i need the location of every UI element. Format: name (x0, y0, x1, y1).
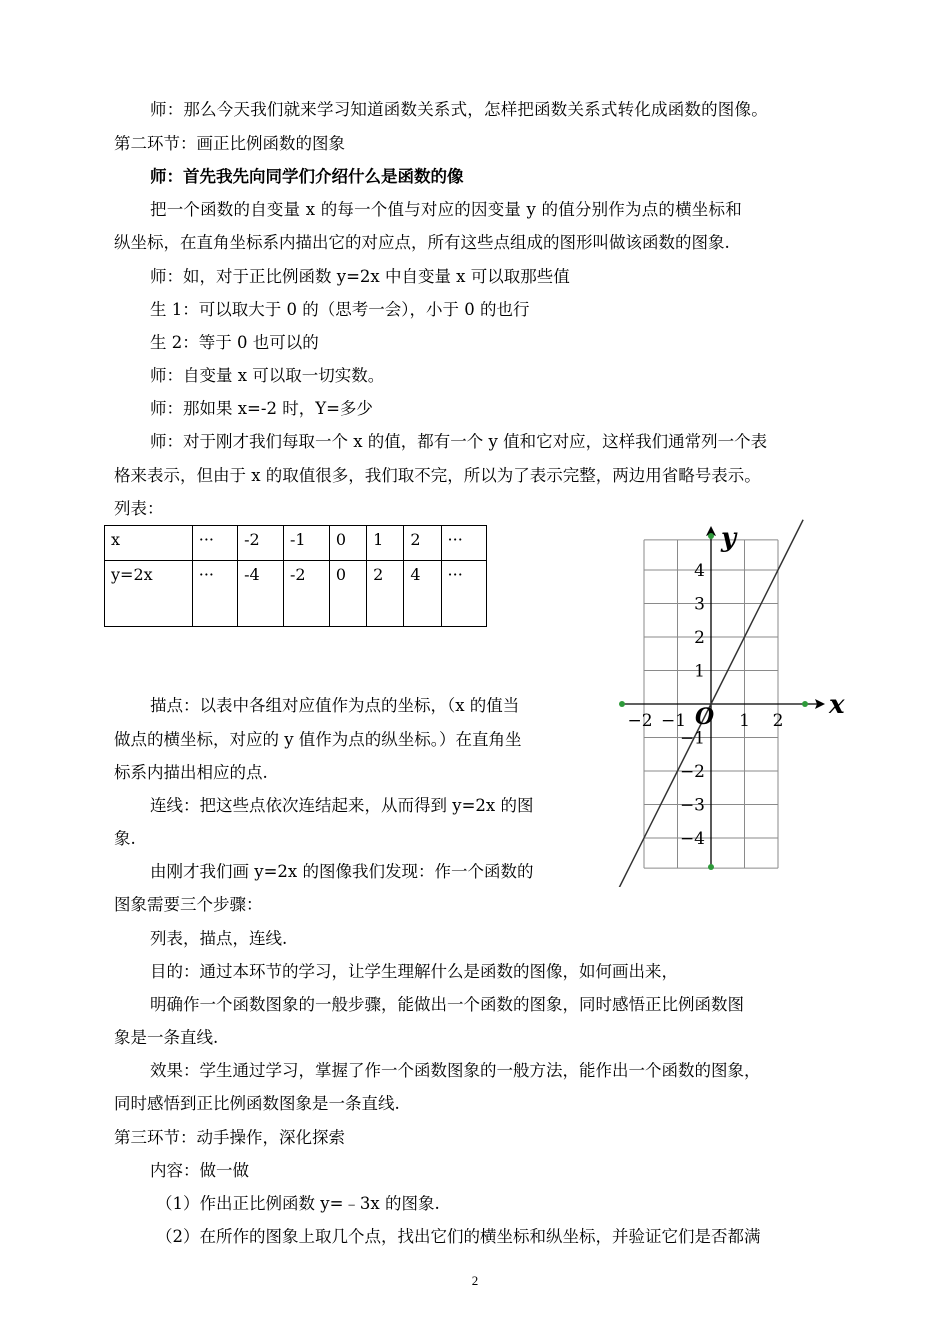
paragraph: 纵坐标，在直角坐标系内描出它的对应点，所有这些点组成的图形叫做该函数的图象. (114, 233, 730, 252)
table-cell: ··· (441, 561, 486, 627)
table-cell: -1 (284, 526, 330, 561)
table-cell: y=2x (105, 561, 193, 627)
paragraph: 生 2：等于 0 也可以的 (150, 333, 319, 352)
y-axis-label: y (721, 523, 737, 553)
table-cell: -2 (238, 526, 284, 561)
table-cell: -2 (284, 561, 330, 627)
section-heading: 第三环节：动手操作，深化探索 (114, 1128, 345, 1147)
y-tick-label: −3 (679, 795, 705, 816)
paragraph: （1）作出正比例函数 y=﹣3x 的图象. (156, 1194, 440, 1213)
axis-end-point (619, 701, 625, 707)
x-axis-label: x (829, 690, 845, 720)
table-cell: 0 (329, 526, 366, 561)
paragraph: 做点的横坐标，对应的 y 值作为点的纵坐标。）在直角坐 (114, 730, 522, 749)
y-tick-label: 3 (694, 594, 705, 615)
paragraph: 目的：通过本环节的学习，让学生理解什么是函数的图像，如何画出来， (150, 962, 678, 981)
x-tick-label: 2 (772, 711, 784, 731)
axis-end-point (802, 701, 808, 707)
y-tick-label: 1 (694, 661, 705, 682)
paragraph: 象是一条直线. (114, 1028, 219, 1047)
paragraph: 师：自变量 x 可以取一切实数。 (150, 366, 385, 385)
x-tick-label: 1 (739, 711, 750, 731)
paragraph: 描点：以表中各组对应值作为点的坐标，（x 的值当 (150, 696, 520, 715)
paragraph: 师：对于刚才我们每取一个 x 的值，都有一个 y 值和它对应，这样我们通常列一个表 (150, 432, 768, 451)
table-cell: 2 (404, 526, 441, 561)
y-tick-label: −1 (679, 728, 705, 749)
y-tick-label: −2 (679, 762, 705, 782)
paragraph: 列表，描点，连线. (150, 929, 288, 948)
paragraph: 把一个函数的自变量 x 的每一个值与对应的因变量 y 的值分别作为点的横坐标和 (150, 200, 742, 219)
x-tick-label: −1 (660, 711, 687, 731)
y-tick-label: 4 (694, 561, 705, 581)
origin-label: O (695, 704, 715, 730)
paragraph: 师：那如果 x=-2 时，Y=多少 (150, 399, 373, 418)
graph-labels (627, 523, 845, 849)
paragraph: 生 1：可以取大于 0 的（思考一会），小于 0 的也行 (150, 300, 530, 319)
axis-end-point (708, 533, 714, 539)
y-tick-label: −4 (679, 829, 705, 849)
axis-end-point (708, 864, 714, 870)
table-cell: 1 (367, 526, 404, 561)
table-cell: 2 (367, 561, 404, 627)
paragraph: 连线：把这些点依次连结起来，从而得到 y=2x 的图 (150, 796, 534, 815)
table-cell: 0 (329, 561, 366, 627)
table-cell: -4 (238, 561, 284, 627)
value-table (104, 525, 487, 627)
paragraph: 由刚才我们画 y=2x 的图像我们发现：作一个函数的 (150, 862, 534, 881)
paragraph: （2）在所作的图象上取几个点，找出它们的横坐标和纵坐标，并验证它们是否都满 (156, 1227, 761, 1246)
function-graph (612, 502, 852, 887)
paragraph: 标系内描出相应的点. (114, 763, 268, 782)
axes (619, 526, 825, 870)
table-row (105, 561, 487, 627)
page-number: 2 (471, 1273, 479, 1288)
paragraph: 师：首先我先向同学们介绍什么是函数的像 (150, 167, 464, 186)
table-cell: x (105, 526, 193, 561)
paragraph: 内容：做一做 (150, 1161, 249, 1180)
table-cell: ··· (192, 561, 237, 627)
x-tick-label: −2 (627, 711, 653, 731)
table-cell: ··· (441, 526, 486, 561)
paragraph: 明确作一个函数图象的一般步骤，能做出一个函数的图象，同时感悟正比例函数图 (150, 995, 744, 1014)
paragraph: 列表： (114, 499, 164, 518)
paragraph: 象. (114, 829, 136, 848)
paragraph: 图象需要三个步骤： (114, 895, 263, 914)
paragraph: 效果：学生通过学习，掌握了作一个函数图象的一般方法，能作出一个函数的图象， (150, 1061, 761, 1080)
table-cell: 4 (404, 561, 441, 627)
y-tick-label: 2 (694, 628, 705, 648)
table-cell: ··· (192, 526, 237, 561)
paragraph: 同时感悟到正比例函数图象是一条直线. (114, 1094, 400, 1113)
paragraph: 师：如，对于正比例函数 y=2x 中自变量 x 可以取那些值 (150, 267, 570, 286)
section-heading: 第二环节：画正比例函数的图象 (114, 134, 345, 153)
table-row (105, 526, 487, 561)
paragraph: 格来表示，但由于 x 的取值很多，我们取不完，所以为了表示完整，两边用省略号表示。 (114, 466, 761, 485)
paragraph: 师：那么今天我们就来学习知道函数关系式，怎样把函数关系式转化成函数的图像。 (150, 100, 768, 119)
